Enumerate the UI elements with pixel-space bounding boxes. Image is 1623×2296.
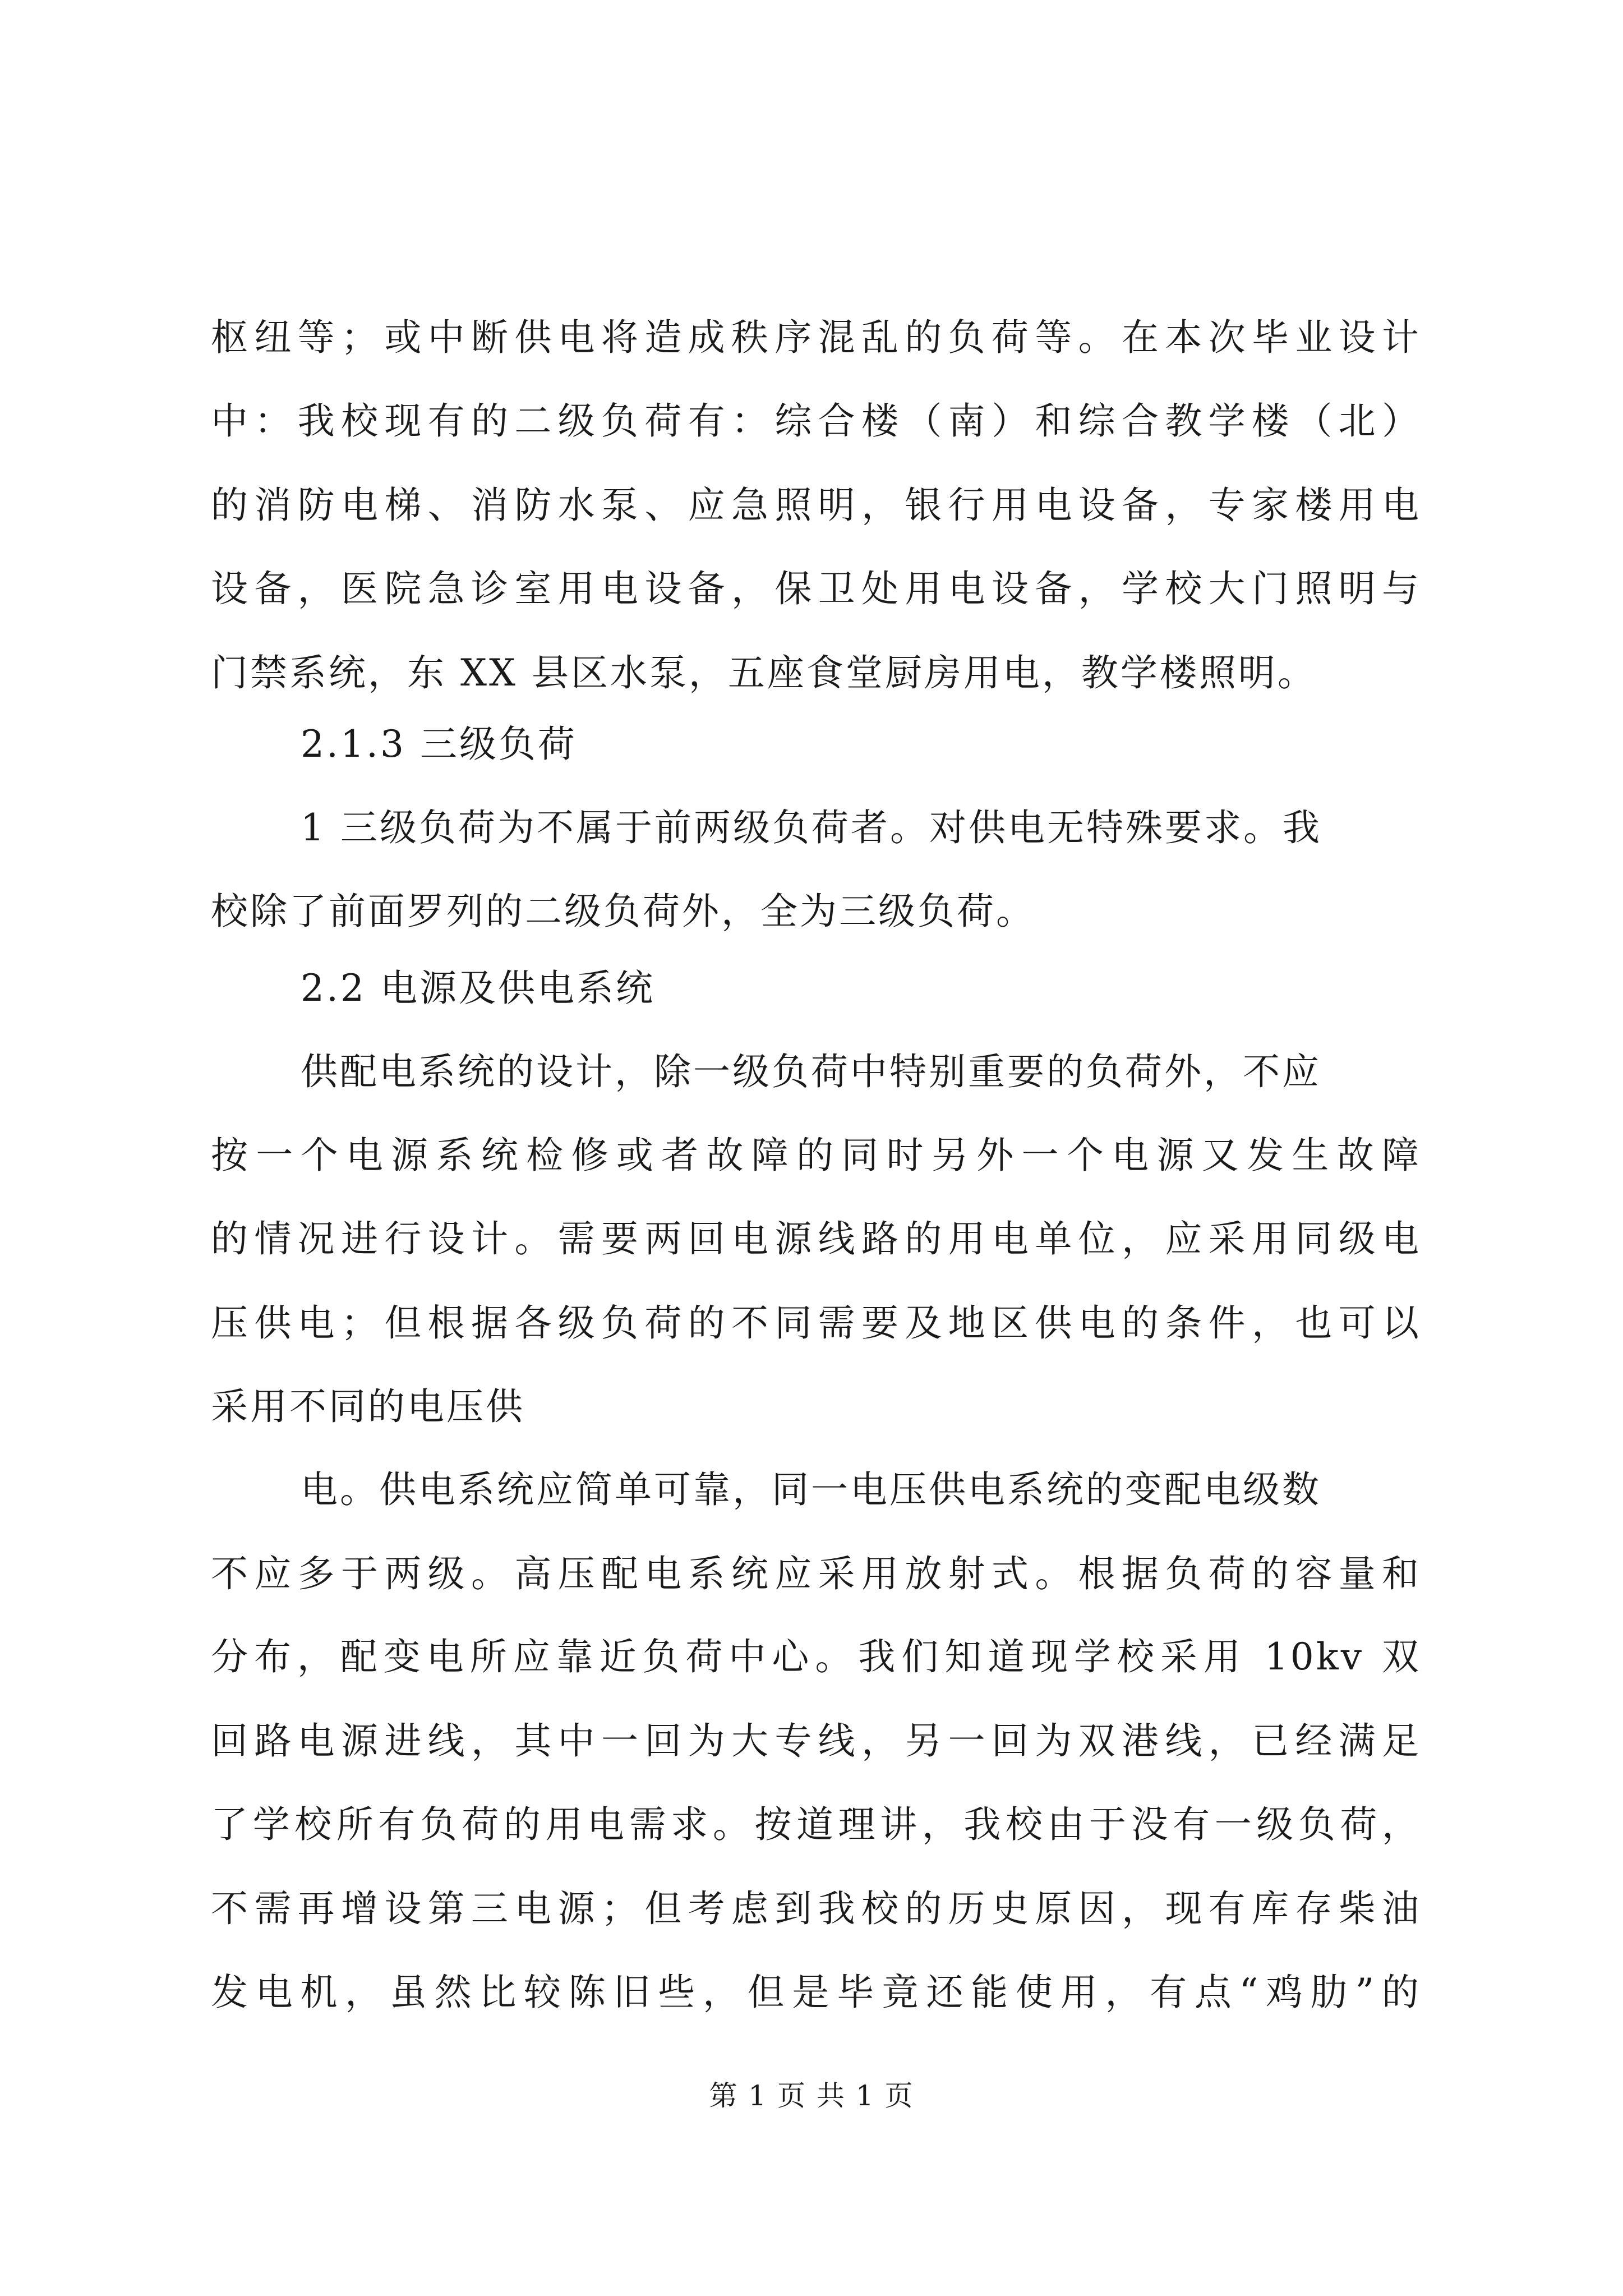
text-line-19: 了学校所有负荷的用电需求。按道理讲，我校由于没有一级负荷， [211,1803,1421,1846]
text-line-7: 1 三级负荷为不属于前两级负荷者。对供电无特殊要求。我 [301,806,1322,849]
text-line-4: 设备，医院急诊室用电设备，保卫处用电设备，学校大门照明与 [211,567,1421,610]
text-line-18: 回路电源进线，其中一回为大专线，另一回为双港线，已经满足 [211,1719,1421,1763]
text-line-20: 不需再增设第三电源；但考虑到我校的历史原因，现有库存柴油 [211,1887,1421,1930]
page-number-footer: 第 1 页 共 1 页 [709,2079,914,2112]
text-line-15: 电。供电系统应简单可靠，同一电压供电系统的变配电级数 [301,1468,1321,1511]
section-heading-2-2: 2.2 电源及供电系统 [301,967,655,1010]
text-line-13: 压供电；但根据各级负荷的不同需要及地区供电的条件，也可以 [211,1301,1421,1345]
text-line-17: 分布，配变电所应靠近负荷中心。我们知道现学校采用 10kv 双 [211,1635,1421,1678]
text-line-11: 按一个电源系统检修或者故障的同时另外一个电源又发生故障 [211,1134,1421,1177]
text-line-5: 门禁系统，东 XX 县区水泵，五座食堂厨房用电，教学楼照明。 [211,651,1317,694]
text-line-10: 供配电系统的设计，除一级负荷中特别重要的负荷外，不应 [301,1050,1321,1093]
text-line-21: 发电机，虽然比较陈旧些，但是毕竟还能使用，有点“鸡肋”的 [211,1971,1421,2014]
text-line-2: 中：我校现有的二级负荷有：综合楼（南）和综合教学楼（北） [211,399,1421,443]
text-line-12: 的情况进行设计。需要两回电源线路的用电单位，应采用同级电 [211,1217,1421,1260]
text-line-16: 不应多于两级。高压配电系统应采用放射式。根据负荷的容量和 [211,1552,1421,1595]
text-line-1: 枢纽等；或中断供电将造成秩序混乱的负荷等。在本次毕业设计 [211,316,1421,359]
text-line-14: 采用不同的电压供 [211,1385,525,1428]
text-line-8: 校除了前面罗列的二级负荷外，全为三级负荷。 [211,890,1035,933]
text-line-3: 的消防电梯、消防水泵、应急照明，银行用电设备，专家楼用电 [211,484,1421,527]
section-heading-2-1-3: 2.1.3 三级负荷 [301,723,577,766]
